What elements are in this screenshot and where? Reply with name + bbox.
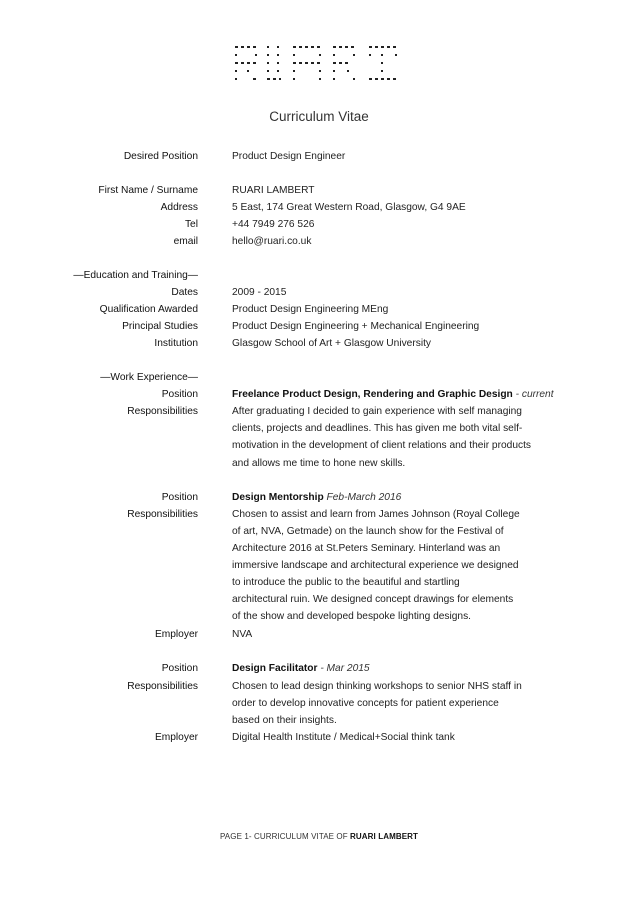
institution-value: Glasgow School of Art + Glasgow University [232, 338, 432, 349]
job-3-position-label: Position [161, 663, 198, 674]
ruari-logo [233, 44, 403, 84]
qualification-label: Qualification Awarded [99, 304, 198, 315]
job-1-title: Freelance Product Design, Rendering and Graphic Design [232, 389, 513, 400]
job-3-line: based on their insights. [232, 715, 337, 726]
job-1-responsibilities-label: Responsibilities [127, 406, 198, 417]
qualification-value: Product Design Engineering MEng [232, 304, 389, 315]
address-value: 5 East, 174 Great Western Road, Glasgow, G4 9AE [232, 202, 466, 213]
tel-label: Tel [184, 219, 198, 230]
job-2-line: immersive landscape and architectural experience we designed [232, 560, 519, 571]
job-1-line: clients, projects and deadlines. This has given me both vital self- [232, 423, 523, 434]
education-heading: —Education and Training— [73, 270, 198, 281]
email-label: email [173, 236, 198, 247]
job-3-line: Chosen to lead design thinking workshops to senior NHS staff in [232, 681, 522, 692]
work-heading: —Work Experience— [100, 372, 198, 383]
desired-position-label: Desired Position [123, 151, 198, 162]
job-3-position [232, 663, 370, 675]
job-3-responsibilities-label: Responsibilities [127, 681, 198, 692]
job-2-responsibilities-label: Responsibilities [127, 509, 198, 520]
job-2-employer: NVA [232, 629, 253, 640]
logo-dots-row-2 [235, 54, 397, 56]
name-value: RUARI LAMBERT [232, 185, 315, 196]
job-2-line: Architecture 2016 at St.Peters Seminary. Hinterland was an [232, 543, 501, 554]
job-1-position [232, 389, 554, 401]
studies-value: Product Design Engineering + Mechanical Engineering [232, 321, 480, 332]
job-2-line: of art, NVA, Getmade) on the launch show for the Festival of [232, 526, 504, 537]
job-3-line: order to develop innovative concepts for patient experience [232, 698, 499, 709]
job-2-line: to introduce the public to the beautiful and startling [232, 577, 460, 588]
job-2-position [232, 492, 401, 504]
footer-prefix: PAGE 1- CURRICULUM VITAE OF [219, 832, 351, 841]
logo-dots-row-1 [235, 46, 396, 48]
email-value: hello@ruari.co.uk [232, 236, 312, 247]
job-2-period: Feb-March 2016 [323, 492, 402, 503]
job-3-title: Design Facilitator [232, 663, 318, 674]
job-2-line: Chosen to assist and learn from James Johnson (Royal College [232, 509, 520, 520]
job-1-line: After graduating I decided to gain experience with self managing [232, 406, 522, 417]
job-3-employer: Digital Health Institute / Medical+Social think tank [232, 732, 455, 743]
footer-name: RUARI LAMBERT [350, 832, 419, 841]
job-1-period: - current [512, 389, 554, 400]
job-2-title: Design Mentorship [232, 492, 324, 503]
job-3-employer-label: Employer [154, 732, 198, 743]
job-3-period: - Mar 2015 [317, 663, 370, 674]
logo-dots-row-3 [235, 62, 383, 64]
job-1-line: motivation in the development of client relations and their products [232, 440, 532, 451]
page-footer [0, 832, 638, 841]
job-1-line: and allows me time to hone new skills. [232, 458, 406, 469]
address-label: Address [160, 202, 198, 213]
name-label: First Name / Surname [98, 185, 198, 196]
job-2-line: of the show and developed bespoke lighting designs. [232, 611, 472, 622]
tel-value: +44 7949 276 526 [232, 219, 315, 230]
dates-value: 2009 - 2015 [232, 287, 287, 298]
institution-label: Institution [154, 338, 198, 349]
studies-label: Principal Studies [122, 321, 198, 332]
job-2-position-label: Position [161, 492, 198, 503]
desired-position-value: Product Design Engineer [232, 151, 346, 162]
job-2-line: architectural ruin. We designed concept drawings for elements [232, 594, 514, 605]
logo-dots-row-5 [235, 78, 396, 80]
job-1-position-label: Position [161, 389, 198, 400]
dates-label: Dates [171, 287, 198, 298]
logo-dots-row-4 [235, 70, 383, 72]
job-2-employer-label: Employer [154, 629, 198, 640]
page-title: Curriculum Vitae [269, 109, 369, 124]
